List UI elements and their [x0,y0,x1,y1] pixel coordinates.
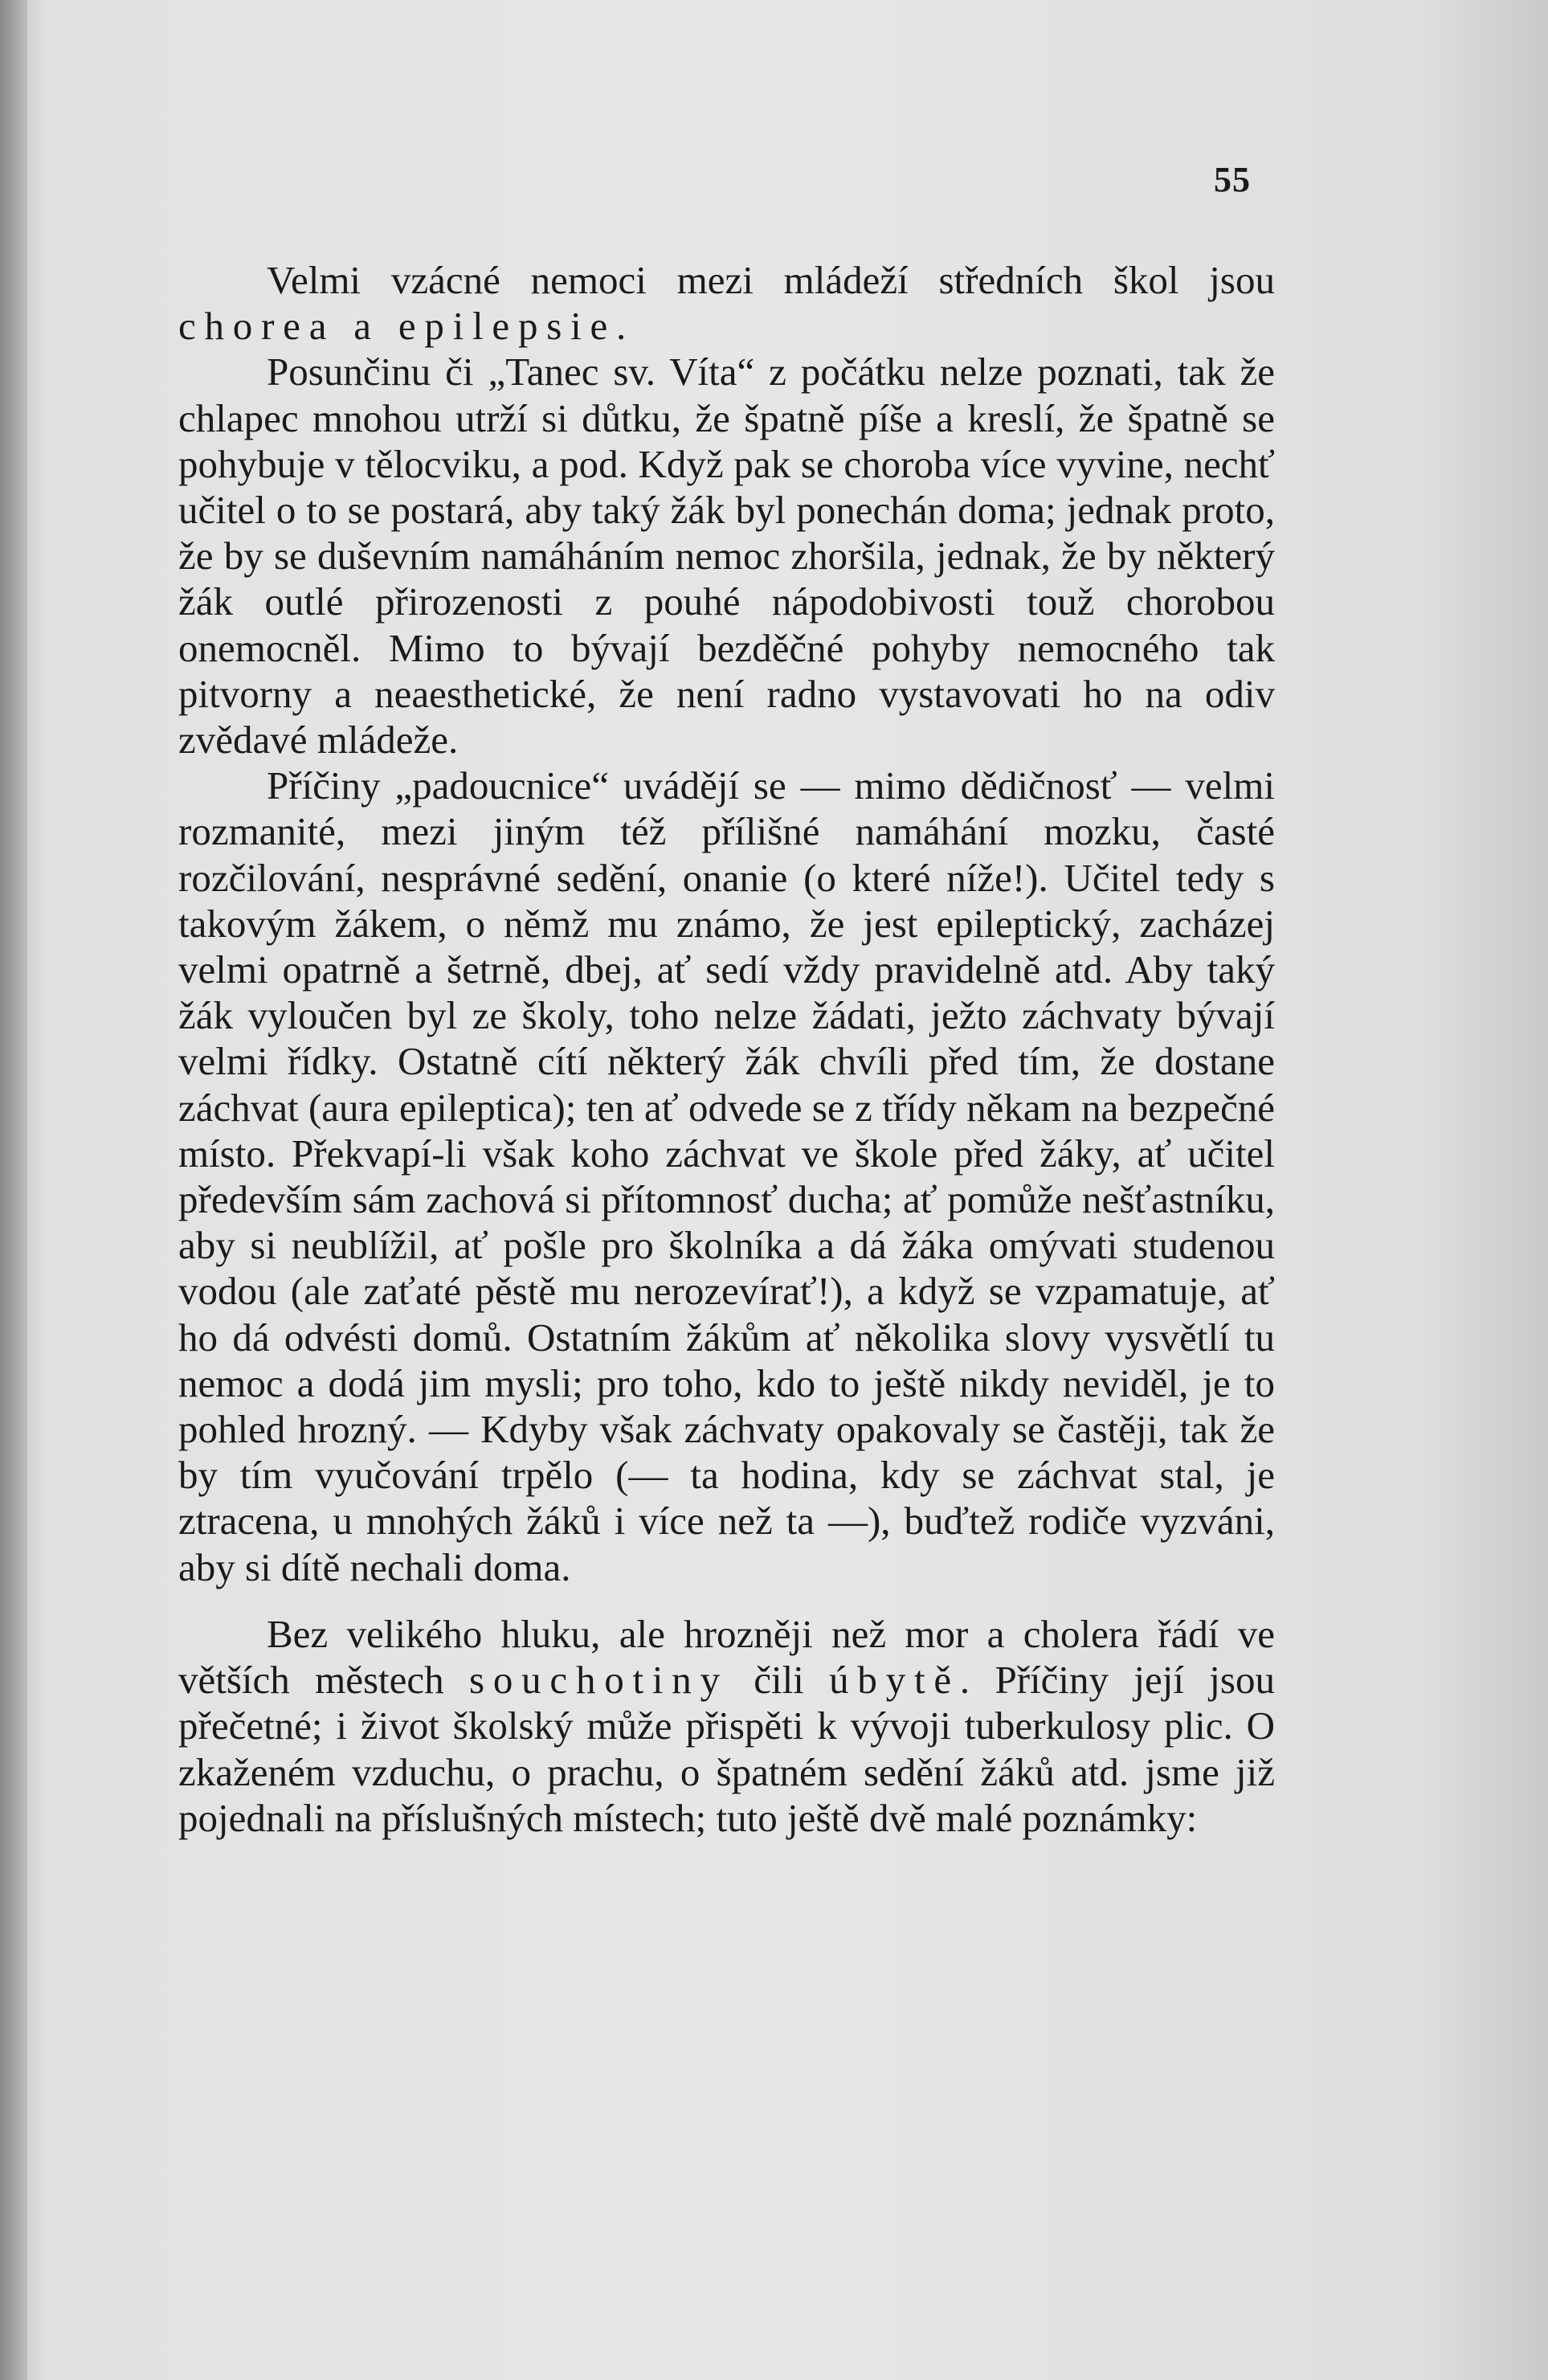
term-ubyte: úbytě [829,1658,960,1703]
paragraph-1 [178,257,1275,349]
paragraph-1-end: . [616,304,627,349]
paragraph-3 [178,763,1275,1590]
paragraph-4-mid: čili [728,1658,830,1703]
page-number: 55 [1214,160,1251,199]
scan-edge [0,0,27,2380]
body-text [178,257,1275,1841]
term-souchotiny: souchotiny [469,1658,729,1703]
paragraph-1-text: Velmi vzácné nemoci mezi mládeží středních škol jsou [267,258,1275,302]
paragraph-4-end: . Příčiny její jsou přečetné; i život školský může přispěti k vývoji tuberkulosy plic. O zkaženém vzduchu, o prachu, o špatném sedění žáků atd. jsme již pojednali na příslušných místech; tuto ještě dvě malé poznámky: [178,1658,1275,1840]
paragraph-2 [178,349,1275,763]
paragraph-2-text: Posunčinu či „Tanec sv. Víta“ z počátku nelze poznati, tak že chlapec mnohou utrží si důtku, že špatně píše a kreslí, že špatně se pohybuje v tělocviku, a pod. Když pak se choroba více vyvine, nechť učitel o to se postará, aby taký žák byl ponechán doma; jednak proto, že by se duševním namáháním nemoc zhoršila, jednak, že by některý žák outlé přirozenosti z pouhé nápodobivosti touž chorobou onemocněl. Mimo to bývají bezděčné pohyby nemocného tak pitvorny a neaesthetické, že není radno vystavovati ho na odiv zvědavé mládeže. [178,350,1275,763]
term-chorea-epilepsie: chorea a epilepsie [178,304,617,349]
paragraph-4-text: Bez velikého hluku, ale hrozněji než mor a cholera řádí ve větších městech [178,1611,1275,1703]
paragraph-3-text: Příčiny „padoucnice“ uvádějí se — mimo dědičnosť — velmi rozmanité, mezi jiným též přílišné namáhání mozku, časté rozčilování, nesprávné sedění, onanie (o které níže!). Učitel tedy s takovým žákem, o němž mu známo, že jest epileptický, zacházej velmi opatrně a šetrně, dbej, ať sedí vždy pravidelně atd. Aby taký žák vyloučen byl ze školy, toho nelze žádati, ježto záchvaty bývají velmi řídky. Ostatně cítí některý žák chvíli před tím, že dostane záchvat (aura epileptica); ten ať odvede se z třídy někam na bezpečné místo. Překvapí-li však koho záchvat ve škole před žáky, ať učitel především sám zachová si přítomnosť ducha; ať pomůže nešťastníku, aby si neublížil, ať pošle pro školníka a dá žáka omývati studenou vodou (ale zaťaté pěstě mu nerozevírať!), a když se vzpamatuje, ať ho dá odvésti domů. Ostatním žákům ať několika slovy vysvětlí tu nemoc a dodá jim mysli; pro toho, kdo to ještě nikdy neviděl, je to pohled hrozný. — Kdyby však záchvaty opakovaly se častěji, tak že by tím vyučování trpělo (— ta hodina, kdy se záchvat stal, je ztracena, u mnohých žáků i více než ta —), buďtež rodiče vyzváni, aby si dítě nechali doma. [178,763,1275,1589]
paragraph-4 [178,1611,1275,1841]
